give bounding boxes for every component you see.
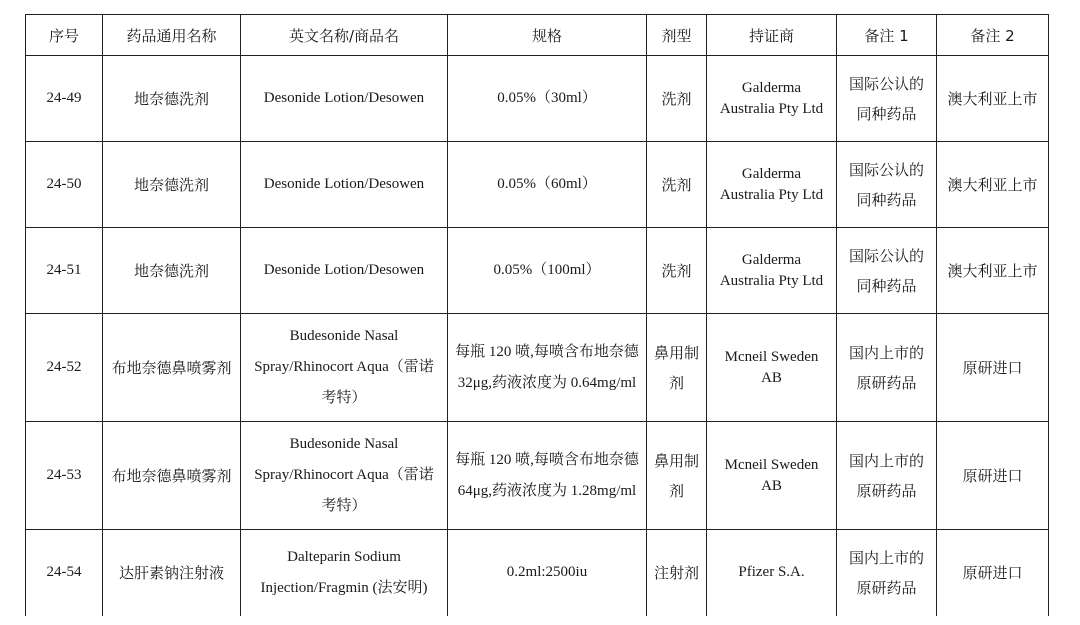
cell-holder: Galderma Australia Pty Ltd xyxy=(707,56,837,142)
cell-english-name: Dalteparin Sodium Injection/Fragmin (法安明) xyxy=(241,530,448,616)
header-note1: 备注 1 xyxy=(837,15,937,56)
cell-note2: 原研进口 xyxy=(937,422,1049,530)
cell-holder: Mcneil Sweden AB xyxy=(707,314,837,422)
header-note2: 备注 2 xyxy=(937,15,1049,56)
cell-generic-name: 布地奈德鼻喷雾剂 xyxy=(103,422,241,530)
cell-note1: 国际公认的同种药品 xyxy=(837,142,937,228)
table-row xyxy=(26,56,1049,142)
cell-spec: 每瓶 120 喷,每喷含布地奈德 64μg,药液浓度为 1.28mg/ml xyxy=(448,422,647,530)
cell-english-name: Desonide Lotion/Desowen xyxy=(241,228,448,314)
cell-holder: Galderma Australia Pty Ltd xyxy=(707,228,837,314)
cell-no: 24-50 xyxy=(26,142,103,228)
cell-no: 24-49 xyxy=(26,56,103,142)
cell-note1: 国际公认的同种药品 xyxy=(837,56,937,142)
cell-note1: 国内上市的原研药品 xyxy=(837,530,937,616)
cell-generic-name: 地奈德洗剂 xyxy=(103,56,241,142)
cell-no: 24-52 xyxy=(26,314,103,422)
header-spec: 规格 xyxy=(448,15,647,56)
cell-note2: 原研进口 xyxy=(937,314,1049,422)
cell-holder: Mcneil Sweden AB xyxy=(707,422,837,530)
drug-list-table xyxy=(25,14,1049,616)
header-generic-name: 药品通用名称 xyxy=(103,15,241,56)
cell-spec: 0.05%（60ml） xyxy=(448,142,647,228)
cell-note2: 澳大利亚上市 xyxy=(937,142,1049,228)
cell-note2: 原研进口 xyxy=(937,530,1049,616)
cell-spec: 每瓶 120 喷,每喷含布地奈德 32μg,药液浓度为 0.64mg/ml xyxy=(448,314,647,422)
cell-form: 注射剂 xyxy=(647,530,707,616)
cell-note1: 国内上市的原研药品 xyxy=(837,314,937,422)
cell-note2: 澳大利亚上市 xyxy=(937,228,1049,314)
cell-form: 洗剂 xyxy=(647,56,707,142)
cell-holder: Pfizer S.A. xyxy=(707,530,837,616)
cell-note2: 澳大利亚上市 xyxy=(937,56,1049,142)
cell-spec: 0.2ml:2500iu xyxy=(448,530,647,616)
table-row xyxy=(26,142,1049,228)
cell-note1: 国内上市的原研药品 xyxy=(837,422,937,530)
table-row xyxy=(26,530,1049,616)
header-row xyxy=(26,15,1049,56)
cell-english-name: Desonide Lotion/Desowen xyxy=(241,142,448,228)
cell-no: 24-54 xyxy=(26,530,103,616)
header-no: 序号 xyxy=(26,15,103,56)
cell-generic-name: 地奈德洗剂 xyxy=(103,142,241,228)
cell-note1: 国际公认的同种药品 xyxy=(837,228,937,314)
cell-form: 洗剂 xyxy=(647,142,707,228)
header-english-name: 英文名称/商品名 xyxy=(241,15,448,56)
cell-english-name: Desonide Lotion/Desowen xyxy=(241,56,448,142)
cell-english-name: Budesonide Nasal Spray/Rhinocort Aqua（雷诺考特） xyxy=(241,314,448,422)
header-form: 剂型 xyxy=(647,15,707,56)
cell-generic-name: 布地奈德鼻喷雾剂 xyxy=(103,314,241,422)
cell-form: 鼻用制剂 xyxy=(647,314,707,422)
cell-no: 24-51 xyxy=(26,228,103,314)
table-row xyxy=(26,228,1049,314)
cell-spec: 0.05%（30ml） xyxy=(448,56,647,142)
header-holder: 持证商 xyxy=(707,15,837,56)
table-row xyxy=(26,422,1049,530)
cell-no: 24-53 xyxy=(26,422,103,530)
cell-generic-name: 地奈德洗剂 xyxy=(103,228,241,314)
table-row xyxy=(26,314,1049,422)
cell-form: 洗剂 xyxy=(647,228,707,314)
cell-generic-name: 达肝素钠注射液 xyxy=(103,530,241,616)
cell-spec: 0.05%（100ml） xyxy=(448,228,647,314)
cell-form: 鼻用制剂 xyxy=(647,422,707,530)
cell-english-name: Budesonide Nasal Spray/Rhinocort Aqua（雷诺考特） xyxy=(241,422,448,530)
cell-holder: Galderma Australia Pty Ltd xyxy=(707,142,837,228)
